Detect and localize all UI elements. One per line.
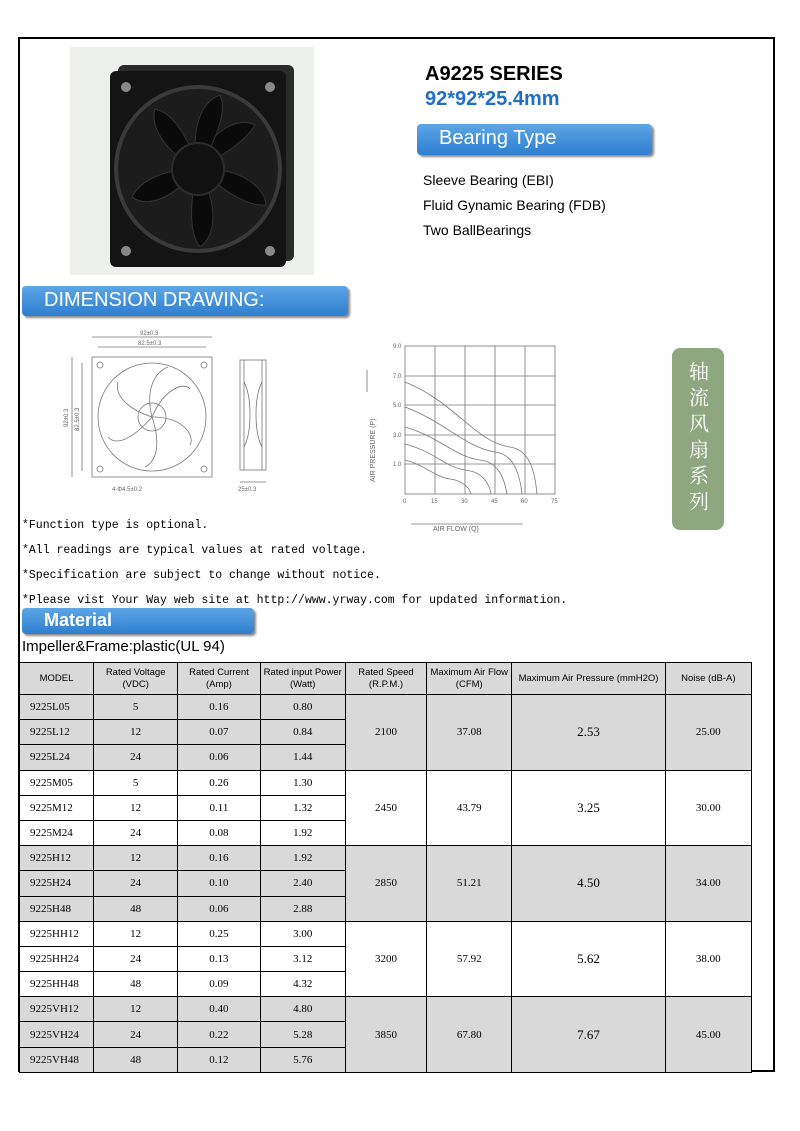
y-tick: 7.0: [393, 374, 402, 380]
bearing-item: Sleeve Bearing (EBI): [423, 172, 554, 188]
speed-cell: 3850: [345, 997, 426, 1073]
model-cell: 9225VH12: [20, 997, 94, 1022]
model-cell: 9225H48: [20, 896, 94, 921]
table-row: [20, 846, 752, 871]
current-cell: 0.40: [178, 997, 260, 1022]
noise-cell: 34.00: [665, 846, 751, 922]
model-cell: 9225M12: [20, 795, 94, 820]
voltage-cell: 12: [94, 997, 178, 1022]
series-side-label: [672, 348, 724, 530]
voltage-cell: 48: [94, 972, 178, 997]
x-tick: 30: [461, 499, 468, 505]
col-header: Noise (dB-A): [665, 663, 751, 695]
y-tick: 9.0: [393, 344, 402, 350]
pressure-cell: 7.67: [512, 997, 665, 1073]
voltage-cell: 24: [94, 946, 178, 971]
noise-cell: 30.00: [665, 770, 751, 846]
table-body: [20, 695, 752, 1073]
voltage-cell: 24: [94, 1022, 178, 1047]
model-cell: 9225HH48: [20, 972, 94, 997]
flow-cell: 37.08: [427, 695, 512, 771]
pressure-cell: 5.62: [512, 921, 665, 997]
speed-cell: 2100: [345, 695, 426, 771]
table-row: [20, 770, 752, 795]
fan-photo: [70, 47, 314, 275]
flow-cell: 57.92: [427, 921, 512, 997]
table-row: [20, 921, 752, 946]
power-cell: 0.84: [260, 720, 345, 745]
power-cell: 1.92: [260, 846, 345, 871]
voltage-cell: 24: [94, 871, 178, 896]
spec-table: [19, 662, 752, 1073]
table-header-row: [20, 663, 752, 695]
performance-curve-graph: [345, 332, 585, 542]
table-row: [20, 695, 752, 720]
voltage-cell: 12: [94, 921, 178, 946]
current-cell: 0.22: [178, 1022, 260, 1047]
col-header: Maximum Air Flow (CFM): [427, 663, 512, 695]
current-cell: 0.25: [178, 921, 260, 946]
dimension-drawing-banner: DIMENSION DRAWING:: [22, 286, 348, 316]
notes: [22, 513, 567, 613]
voltage-cell: 12: [94, 795, 178, 820]
model-cell: 9225M05: [20, 770, 94, 795]
material-line: Impeller&Frame:plastic(UL 94): [22, 638, 225, 655]
power-cell: 1.44: [260, 745, 345, 770]
col-header: Rated Voltage (VDC): [94, 663, 178, 695]
dim-v-inner-label: 82.5±0.3: [75, 407, 81, 431]
bearing-item: Fluid Gynamic Bearing (FDB): [423, 197, 606, 213]
dim-depth-label: 25±0.3: [238, 487, 257, 492]
voltage-cell: 24: [94, 745, 178, 770]
table-row: [20, 997, 752, 1022]
col-header: Rated Current (Amp): [178, 663, 260, 695]
power-cell: 3.00: [260, 921, 345, 946]
x-tick: 45: [491, 499, 498, 505]
power-cell: 1.30: [260, 770, 345, 795]
flow-cell: 51.21: [427, 846, 512, 922]
size-title: 92*92*25.4mm: [425, 88, 560, 110]
speed-cell: 2450: [345, 770, 426, 846]
power-cell: 5.28: [260, 1022, 345, 1047]
power-cell: 5.76: [260, 1047, 345, 1072]
voltage-cell: 12: [94, 720, 178, 745]
voltage-cell: 5: [94, 695, 178, 720]
bearing-type-banner: Bearing Type: [417, 124, 652, 155]
pressure-cell: 2.53: [512, 695, 665, 771]
graph-x-label: AIR FLOW (Q): [433, 526, 479, 533]
speed-cell: 3200: [345, 921, 426, 997]
voltage-cell: 48: [94, 896, 178, 921]
flow-cell: 43.79: [427, 770, 512, 846]
power-cell: 3.12: [260, 946, 345, 971]
x-tick: 15: [431, 499, 438, 505]
col-header: Rated input Power (Watt): [260, 663, 345, 695]
power-cell: 4.80: [260, 997, 345, 1022]
x-tick: 60: [521, 499, 528, 505]
series-side-text: 轴流风扇系列: [685, 361, 710, 517]
model-cell: 9225VH48: [20, 1047, 94, 1072]
series-title: A9225 SERIES: [425, 63, 563, 85]
speed-cell: 2850: [345, 846, 426, 922]
y-tick: 3.0: [393, 433, 402, 439]
voltage-cell: 5: [94, 770, 178, 795]
power-cell: 0.80: [260, 695, 345, 720]
model-cell: 9225H24: [20, 871, 94, 896]
x-tick: 0: [403, 499, 407, 505]
voltage-cell: 12: [94, 846, 178, 871]
current-cell: 0.13: [178, 946, 260, 971]
current-cell: 0.12: [178, 1047, 260, 1072]
current-cell: 0.09: [178, 972, 260, 997]
bearing-item: Two BallBearings: [423, 222, 532, 238]
y-tick: 1.0: [393, 462, 402, 468]
col-header: MODEL: [20, 663, 94, 695]
power-cell: 2.40: [260, 871, 345, 896]
current-cell: 0.26: [178, 770, 260, 795]
dim-v-outer-label: 92±0.3: [64, 408, 70, 427]
current-cell: 0.06: [178, 745, 260, 770]
x-tick: 75: [551, 499, 558, 505]
power-cell: 4.32: [260, 972, 345, 997]
model-cell: 9225L24: [20, 745, 94, 770]
model-cell: 9225M24: [20, 820, 94, 845]
current-cell: 0.16: [178, 846, 260, 871]
dim-outer-label: 92±0.3: [140, 331, 159, 337]
current-cell: 0.10: [178, 871, 260, 896]
model-cell: 9225HH24: [20, 946, 94, 971]
power-cell: 2.88: [260, 896, 345, 921]
current-cell: 0.16: [178, 695, 260, 720]
noise-cell: 38.00: [665, 921, 751, 997]
note-line: *Specification are subject to change without notice.: [22, 569, 381, 582]
note-line: *Please vist Your Way web site at http://www.yrway.com for updated information.: [22, 594, 568, 607]
flow-cell: 67.80: [427, 997, 512, 1073]
power-cell: 1.32: [260, 795, 345, 820]
dim-hole-label: 4-Φ4.5±0.2: [112, 487, 143, 493]
current-cell: 0.06: [178, 896, 260, 921]
col-header: Rated Speed (R.P.M.): [345, 663, 426, 695]
bearing-list: [423, 168, 606, 243]
model-cell: 9225VH24: [20, 1022, 94, 1047]
noise-cell: 45.00: [665, 997, 751, 1073]
model-cell: 9225HH12: [20, 921, 94, 946]
side-dimension-drawing: [234, 352, 279, 492]
dim-inner-label: 82.5±0.3: [138, 341, 162, 347]
model-cell: 9225L05: [20, 695, 94, 720]
note-line: *Function type is optional.: [22, 519, 209, 532]
current-cell: 0.11: [178, 795, 260, 820]
noise-cell: 25.00: [665, 695, 751, 771]
col-header: Maximum Air Pressure (mmH2O): [512, 663, 665, 695]
y-tick: 5.0: [393, 403, 402, 409]
voltage-cell: 24: [94, 820, 178, 845]
model-cell: 9225L12: [20, 720, 94, 745]
model-cell: 9225H12: [20, 846, 94, 871]
pressure-cell: 3.25: [512, 770, 665, 846]
graph-y-label: AIR PRESSURE (P): [370, 418, 377, 482]
power-cell: 1.92: [260, 820, 345, 845]
note-line: *All readings are typical values at rated voltage.: [22, 544, 368, 557]
current-cell: 0.08: [178, 820, 260, 845]
material-banner: Material: [22, 608, 254, 634]
pressure-cell: 4.50: [512, 846, 665, 922]
current-cell: 0.07: [178, 720, 260, 745]
voltage-cell: 48: [94, 1047, 178, 1072]
